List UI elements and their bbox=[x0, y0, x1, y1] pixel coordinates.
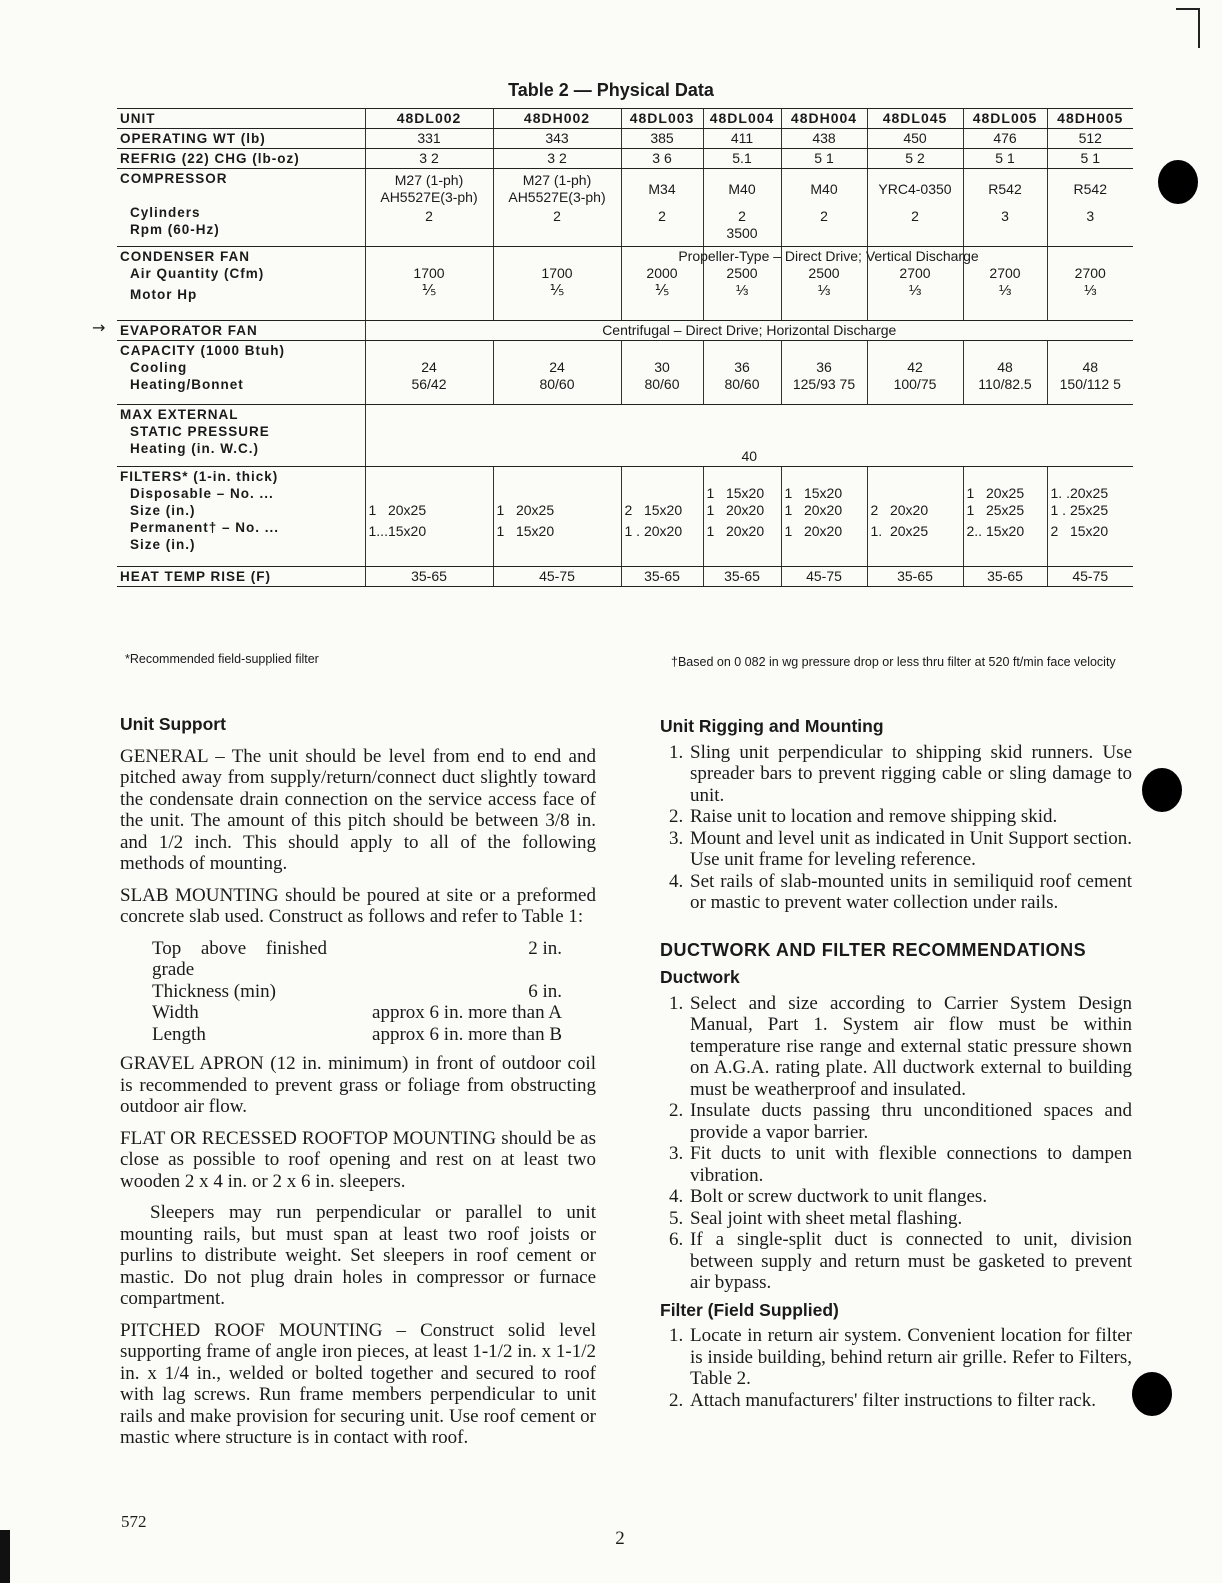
table-row bbox=[117, 405, 1133, 467]
physical-data-table bbox=[117, 108, 1133, 587]
evaporator-label: EVAPORATOR FAN bbox=[117, 321, 365, 341]
heat-rise-cell: 45-75 bbox=[781, 567, 867, 587]
refrig-label: REFRIG (22) CHG (lb-oz) bbox=[117, 149, 365, 169]
page-code: 572 bbox=[121, 1512, 147, 1531]
footnote-permanent: †Based on 0 082 in wg pressure drop or less thru filter at 520 ft/min face velocity bbox=[671, 655, 1116, 669]
table-row bbox=[117, 567, 1133, 587]
spec-row: Thickness (min) 6 in. bbox=[152, 980, 562, 1002]
slab-spec-list bbox=[152, 938, 596, 1046]
condenser-cell: 1700 ⅕ bbox=[493, 247, 621, 321]
flat-rooftop-paragraph: FLAT OR RECESSED ROOFTOP MOUNTING should be as close as possible to roof opening and rest on at least two wooden 2 x 4 in. or 2 x 6 in. sleepers. bbox=[120, 1127, 596, 1192]
spec-row: Length approx 6 in. more than B bbox=[152, 1023, 562, 1045]
max-ext-value: 40 bbox=[365, 405, 1133, 467]
refrig-cell: 5 1 bbox=[781, 149, 867, 169]
arrow-icon: → bbox=[92, 318, 106, 337]
rigging-ductwork-section bbox=[660, 716, 1132, 1417]
compressor-cell: M34 2 bbox=[621, 169, 703, 247]
sleepers-paragraph: Sleepers may run perpendicular or parallel to unit mounting rails, but must span at least two roof joists or purlins to distribute weight. Set sleepers in roof cement or mastic. Do not plug drain holes in compressor or furnace compartment. bbox=[120, 1202, 596, 1309]
ductwork-subheading: Ductwork bbox=[660, 967, 740, 987]
filters-cell: 1 20x25 1...15x20 bbox=[365, 467, 493, 567]
unit-label: UNIT bbox=[117, 109, 365, 129]
list-item: 2. Raise unit to location and remove shipping skid. bbox=[688, 806, 1132, 828]
capacity-cell: 36 80/60 bbox=[703, 341, 781, 405]
compressor-label: COMPRESSOR Cylinders Rpm (60-Hz) bbox=[117, 169, 365, 247]
ductwork-filter-heading: DUCTWORK AND FILTER RECOMMENDATIONS bbox=[660, 939, 1087, 960]
compressor-cell: YRC4-0350 2 bbox=[867, 169, 963, 247]
unit-support-section bbox=[120, 714, 596, 1459]
list-item: 2. Attach manufacturers' filter instructions to filter rack. bbox=[688, 1390, 1132, 1412]
filter-list bbox=[660, 1325, 1132, 1411]
heat-rise-cell: 35-65 bbox=[703, 567, 781, 587]
spec-row: Top above finished grade 2 in. bbox=[152, 937, 562, 980]
condenser-cell: 2500 ⅓ bbox=[781, 247, 867, 321]
refrig-cell: 5 2 bbox=[867, 149, 963, 169]
compressor-cell: R542 3 bbox=[963, 169, 1047, 247]
condenser-desc: Propeller-Type – Direct Drive; Vertical Discharge bbox=[678, 248, 979, 264]
heat-rise-label: HEAT TEMP RISE (F) bbox=[117, 567, 365, 587]
refrig-cell: 3 2 bbox=[493, 149, 621, 169]
operating-wt-cell: 331 bbox=[365, 129, 493, 149]
refrig-cell: 5.1 bbox=[703, 149, 781, 169]
unit-model-header: 48DH005 bbox=[1047, 109, 1133, 129]
capacity-cell: 42 100/75 bbox=[867, 341, 963, 405]
capacity-cell: 48 110/82.5 bbox=[963, 341, 1047, 405]
page-number: 2 bbox=[615, 1528, 625, 1549]
capacity-cell: 48 150/112 5 bbox=[1047, 341, 1133, 405]
table-row bbox=[117, 247, 1133, 321]
ductwork-list bbox=[660, 993, 1132, 1294]
list-item: 4. Bolt or screw ductwork to unit flanges. bbox=[688, 1186, 1132, 1208]
binder-hole-dot bbox=[1142, 768, 1182, 812]
gravel-paragraph: GRAVEL APRON (12 in. minimum) in front of outdoor coil is recommended to prevent grass or foliage from obstructing outdoor air flow. bbox=[120, 1053, 596, 1117]
table-row bbox=[117, 169, 1133, 247]
table-row bbox=[117, 321, 1133, 341]
list-item: 1. Sling unit perpendicular to shipping skid runners. Use spreader bars to prevent rigging cable or sling damage to unit. bbox=[688, 742, 1132, 807]
list-item: 3. Mount and level unit as indicated in Unit Support section. Use unit frame for leveling reference. bbox=[688, 828, 1132, 871]
filter-subheading: Filter (Field Supplied) bbox=[660, 1299, 839, 1320]
refrig-cell: 5 1 bbox=[1047, 149, 1133, 169]
operating-wt-cell: 476 bbox=[963, 129, 1047, 149]
refrig-cell: 3 2 bbox=[365, 149, 493, 169]
binder-hole-dot bbox=[1132, 1372, 1172, 1416]
refrig-cell: 5 1 bbox=[963, 149, 1047, 169]
table-title: Table 2 — Physical Data bbox=[508, 80, 714, 100]
compressor-cell: M27 (1-ph) AH5527E(3-ph) 2 bbox=[365, 169, 493, 247]
operating-wt-cell: 512 bbox=[1047, 129, 1133, 149]
heat-rise-cell: 35-65 bbox=[621, 567, 703, 587]
operating-wt-label: OPERATING WT (lb) bbox=[117, 129, 365, 149]
right-edge-mark bbox=[1198, 8, 1200, 48]
table-row bbox=[117, 149, 1133, 169]
unit-model-header: 48DL004 bbox=[703, 109, 781, 129]
unit-support-heading: Unit Support bbox=[120, 714, 226, 734]
top-right-corner-mark bbox=[1176, 8, 1200, 10]
unit-model-header: 48DH002 bbox=[493, 109, 621, 129]
rigging-heading: Unit Rigging and Mounting bbox=[660, 716, 884, 736]
capacity-label: CAPACITY (1000 Btuh) Cooling Heating/Bonnet bbox=[117, 341, 365, 405]
heat-rise-cell: 35-65 bbox=[963, 567, 1047, 587]
list-item: 5. Seal joint with sheet metal flashing. bbox=[688, 1208, 1132, 1230]
capacity-cell: 24 56/42 bbox=[365, 341, 493, 405]
heat-rise-cell: 35-65 bbox=[867, 567, 963, 587]
compressor-cell: M40 2 bbox=[781, 169, 867, 247]
heat-rise-cell: 35-65 bbox=[365, 567, 493, 587]
heat-rise-cell: 45-75 bbox=[493, 567, 621, 587]
unit-model-header: 48DL002 bbox=[365, 109, 493, 129]
condenser-cell: 2700 ⅓ bbox=[963, 247, 1047, 321]
filters-label: FILTERS* (1-in. thick) Disposable – No. ... Size (in.) Permanent† – No. ... Size (in.) bbox=[117, 467, 365, 567]
list-item: 4. Set rails of slab-mounted units in semiliquid roof cement or mastic to prevent water collection under rails. bbox=[688, 871, 1132, 914]
filters-cell: 1 15x20 1 20x20 1 20x20 bbox=[781, 467, 867, 567]
unit-model-header: 48DL005 bbox=[963, 109, 1047, 129]
pitched-roof-paragraph: PITCHED ROOF MOUNTING – Construct solid level supporting frame of angle iron pieces, at least 1-1/2 in. x 1-1/2 in. x 1/4 in., welded or bolted together and secured to roof with lag screws. Run frame members perpendicular to unit rails and make provision for securing unit. Use roof cement or mastic where structure is in contact with roof. bbox=[120, 1319, 596, 1448]
unit-model-header: 48DH004 bbox=[781, 109, 867, 129]
rigging-list bbox=[660, 742, 1132, 914]
capacity-cell: 36 125/93 75 bbox=[781, 341, 867, 405]
operating-wt-cell: 411 bbox=[703, 129, 781, 149]
condenser-cell: Propeller-Type – Direct Drive; Vertical Discharge 1700 ⅕ bbox=[365, 247, 493, 321]
table-row bbox=[117, 129, 1133, 149]
list-item: 1. Locate in return air system. Convenient location for filter is inside building, behind return air grille. Refer to Filters, Table 2. bbox=[688, 1325, 1132, 1390]
footnote-filter: *Recommended field-supplied filter bbox=[125, 652, 319, 666]
capacity-cell: 30 80/60 bbox=[621, 341, 703, 405]
filters-cell: 2 15x20 1 . 20x20 bbox=[621, 467, 703, 567]
operating-wt-cell: 450 bbox=[867, 129, 963, 149]
condenser-cell: 2500 ⅓ bbox=[703, 247, 781, 321]
table-row bbox=[117, 109, 1133, 129]
condenser-cell: 2700 ⅓ bbox=[1047, 247, 1133, 321]
unit-model-header: 48DL003 bbox=[621, 109, 703, 129]
compressor-cell: R542 3 bbox=[1047, 169, 1133, 247]
filters-cell: 1 15x20 1 20x20 1 20x20 bbox=[703, 467, 781, 567]
rpm-value: 3500 bbox=[726, 225, 758, 241]
slab-paragraph: SLAB MOUNTING should be poured at site or a preformed concrete slab used. Construct as follows and refer to Table 1: bbox=[120, 884, 596, 927]
condenser-cell: 2700 ⅓ bbox=[867, 247, 963, 321]
operating-wt-cell: 438 bbox=[781, 129, 867, 149]
table-row bbox=[117, 341, 1133, 405]
filters-cell: 1 20x25 1 15x20 bbox=[493, 467, 621, 567]
list-item: 1. Select and size according to Carrier System Design Manual, Part 1. System air flow must be within temperature rise range and external static pressure shown on A.G.A. rating plate. All ductwork external to building must be weatherproof and insulated. bbox=[688, 993, 1132, 1101]
filters-cell: 2 20x20 1. 20x25 bbox=[867, 467, 963, 567]
refrig-cell: 3 6 bbox=[621, 149, 703, 169]
list-item: 2. Insulate ducts passing thru unconditioned spaces and provide a vapor barrier. bbox=[688, 1100, 1132, 1143]
table-row bbox=[117, 467, 1133, 567]
capacity-cell: 24 80/60 bbox=[493, 341, 621, 405]
general-paragraph: GENERAL – The unit should be level from end to end and pitched away from supply/return/connect duct slightly toward the condensate drain connection on the service access face of the unit. The amount of this pitch should be between 3/8 in. and 1/2 inch. This should apply to all of the following methods of mounting. bbox=[120, 745, 596, 874]
unit-model-header: 48DL045 bbox=[867, 109, 963, 129]
compressor-cell: M40 2 3500 bbox=[703, 169, 781, 247]
compressor-cell: M27 (1-ph) AH5527E(3-ph) 2 bbox=[493, 169, 621, 247]
list-item: 6. If a single-split duct is connected to unit, division between supply and return must be gasketed to prevent air bypass. bbox=[688, 1229, 1132, 1294]
filters-cell: 1 20x25 1 25x25 2.. 15x20 bbox=[963, 467, 1047, 567]
operating-wt-cell: 343 bbox=[493, 129, 621, 149]
list-item: 3. Fit ducts to unit with flexible connections to dampen vibration. bbox=[688, 1143, 1132, 1186]
evaporator-desc: Centrifugal – Direct Drive; Horizontal Discharge bbox=[365, 321, 1133, 341]
heat-rise-cell: 45-75 bbox=[1047, 567, 1133, 587]
condenser-label: CONDENSER FAN Air Quantity (Cfm) Motor Hp bbox=[117, 247, 365, 321]
bottom-left-scan-edge bbox=[0, 1530, 10, 1583]
operating-wt-cell: 385 bbox=[621, 129, 703, 149]
filters-cell: 1. .20x25 1 . 25x25 2 15x20 bbox=[1047, 467, 1133, 567]
binder-hole-dot bbox=[1158, 160, 1198, 204]
spec-row: Width approx 6 in. more than A bbox=[152, 1002, 562, 1023]
max-ext-label: MAX EXTERNAL STATIC PRESSURE Heating (in. W.C.) bbox=[117, 405, 365, 467]
condenser-cell: 2000 ⅕ bbox=[621, 247, 703, 321]
